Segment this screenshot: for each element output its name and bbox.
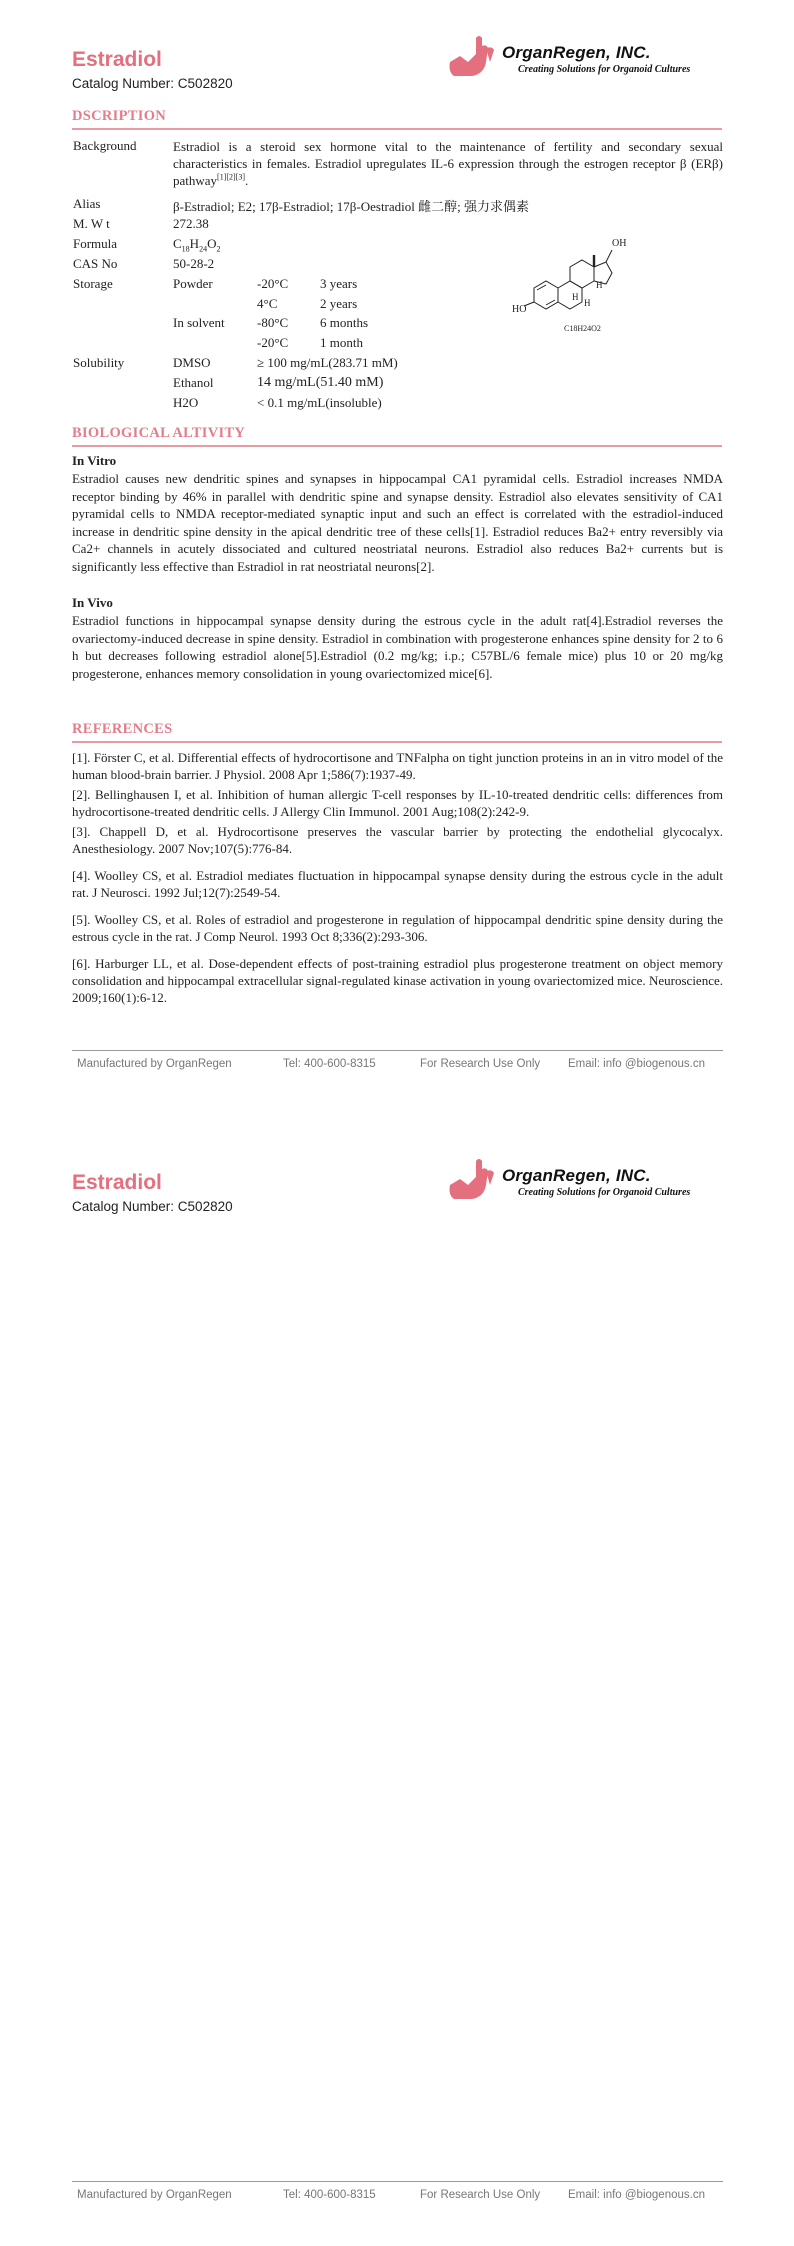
storage-time: 2 years bbox=[320, 296, 358, 311]
footer-rule bbox=[72, 1050, 723, 1051]
storage-time: 1 month bbox=[320, 335, 363, 350]
h-label: H bbox=[572, 292, 579, 302]
page-2 bbox=[0, 1123, 794, 2246]
storage-temp: 4°C bbox=[257, 296, 278, 311]
footer-tel: Tel: 400-600-8315 bbox=[283, 2189, 376, 2201]
description-rule bbox=[72, 128, 722, 130]
reference-item: [3]. Chappell D, et al. Hydrocortisone preserves the vascular barrier by protecting the endothelial glycocalyx. Anesthesiology. 2007 Nov;107(5):776-84. bbox=[72, 824, 723, 856]
product-title: Estradiol bbox=[72, 48, 162, 71]
brand-name: OrganRegen, INC. bbox=[502, 43, 651, 62]
catalog-number: Catalog Number: C502820 bbox=[72, 1199, 233, 1214]
footer-tel: Tel: 400-600-8315 bbox=[283, 1058, 376, 1070]
mw-label: M. W t bbox=[73, 216, 110, 231]
ho-label: HO bbox=[512, 304, 527, 315]
mw-value: 272.38 bbox=[173, 216, 209, 231]
in-vitro-title: In Vitro bbox=[72, 453, 117, 468]
footer-manufacturer: Manufactured by OrganRegen bbox=[77, 2189, 232, 2201]
logo-icon bbox=[446, 32, 502, 82]
formula-value: $C_{18}H_{24}O_2$ bbox=[173, 236, 221, 254]
description-heading: DSCRIPTION bbox=[72, 108, 167, 124]
estradiol-structure-image bbox=[512, 226, 682, 336]
company-logo bbox=[446, 1155, 736, 1207]
in-vivo-title: In Vivo bbox=[72, 595, 113, 610]
product-title: Estradiol bbox=[72, 1171, 162, 1194]
solubility-value: < 0.1 mg/mL(insoluble) bbox=[257, 395, 382, 410]
footer-research: For Research Use Only bbox=[420, 2189, 541, 2201]
cas-label: CAS No bbox=[73, 256, 118, 271]
storage-form: In solvent bbox=[173, 315, 225, 330]
background-label: Background bbox=[73, 138, 137, 153]
solubility-value: ≥ 100 mg/mL(283.71 mM) bbox=[257, 355, 398, 370]
solubility-label: Solubility bbox=[73, 355, 125, 370]
formula-label: Formula bbox=[73, 236, 118, 251]
alias-value: β-Estradiol; E2; 17β-Estradiol; 17β-Oestradiol 雌二醇; 强力求偶素 bbox=[173, 199, 529, 214]
footer-email: Email: info @biogenous.cn bbox=[568, 2189, 705, 2201]
storage-form: Powder bbox=[173, 276, 213, 291]
biological-rule bbox=[72, 445, 722, 447]
storage-time: 3 years bbox=[320, 276, 358, 291]
reference-item: [6]. Harburger LL, et al. Dose-dependent effects of post-training estradiol plus progesterone treatment on object memory consolidation and hippocampal extracellular signal-regulated kinase activation in young ovariectomized mice. Neuroscience. 2009;160(1):6-12. bbox=[72, 956, 723, 1005]
catalog-number: Catalog Number: C502820 bbox=[72, 76, 233, 91]
chemical-structure bbox=[512, 226, 682, 341]
cas-value: 50-28-2 bbox=[173, 256, 215, 271]
company-logo bbox=[446, 32, 736, 84]
storage-label: Storage bbox=[73, 276, 113, 291]
alias-label: Alias bbox=[73, 196, 101, 211]
storage-temp: -80°C bbox=[257, 315, 289, 330]
solvent-name: DMSO bbox=[173, 355, 211, 370]
brand-tagline: Creating Solutions for Organoid Cultures bbox=[518, 1187, 691, 1198]
brand-name: OrganRegen, INC. bbox=[502, 1166, 651, 1185]
in-vitro-text: Estradiol causes new dendritic spines and synapses in hippocampal CA1 pyramidal cells. Estradiol increases NMDA receptor binding by 46% in parallel with dendritic spine and synapse density. Estradiol also elevates sensitivity of CA1 pyramidal cells to NMDA receptor-mediated synaptic input and such an effect is correlated with the estradiol-induced increase in dendritic spine density in the apical dendritic tree of these cells[1]. Estradiol reduces Ba2+ entry reversibly via Ca2+ channels in acutely dissociated and cultured neostriatal neurons. Estradiol also reduces Ba2+ currents but is significantly less effective than Estradiol in rat neostriatal neurons[2]. bbox=[72, 471, 723, 574]
in-vivo-text: Estradiol functions in hippocampal synapse density during the estrous cycle in the adult rat[4].Estradiol reverses the ovariectomy-induced decrease in spine density. Estradiol in combination with progesterone enhances spine density for 2 to 6 h but decreases following estradiol alone[5].Estradiol (0.2 mg/kg; i.p.; C57BL/6 female mice) plus 10 or 20 mg/kg progesterone, enhances memory consolidation in young ovariectomized mice[6]. bbox=[72, 613, 723, 681]
footer-email: Email: info @biogenous.cn bbox=[568, 1058, 705, 1070]
biological-heading: BIOLOGICAL ALTIVITY bbox=[72, 425, 246, 441]
footer-manufacturer: Manufactured by OrganRegen bbox=[77, 1058, 232, 1070]
footer-research: For Research Use Only bbox=[420, 1058, 541, 1070]
logo-icon bbox=[446, 1155, 502, 1205]
reference-item: [4]. Woolley CS, et al. Estradiol mediates fluctuation in hippocampal synapse density during the estrous cycle in the adult rat. J Neurosci. 1992 Jul;12(7):2549-54. bbox=[72, 868, 723, 900]
storage-temp: -20°C bbox=[257, 335, 289, 350]
solvent-name: Ethanol bbox=[173, 375, 214, 390]
storage-time: 6 months bbox=[320, 315, 369, 330]
footer-rule bbox=[72, 2181, 723, 2182]
reference-item: [1]. Förster C, et al. Differential effects of hydrocortisone and TNFalpha on tight junction proteins in an in vitro model of the human blood-brain barrier. J Physiol. 2008 Apr 1;586(7):1937-49. bbox=[72, 750, 723, 782]
h-label: H bbox=[596, 280, 603, 290]
storage-temp: -20°C bbox=[257, 276, 289, 291]
brand-tagline: Creating Solutions for Organoid Cultures bbox=[518, 64, 691, 75]
background-text: Estradiol is a steroid sex hormone vital to the maintenance of fertility and secondary sexual characteristics in females. Estradiol upregulates IL-6 expression through the estrogen receptor β (ERβ) pathway[1][2][3]. bbox=[173, 139, 723, 188]
h-label: H bbox=[584, 298, 591, 308]
references-rule bbox=[72, 741, 722, 743]
oh-label: OH bbox=[612, 238, 627, 249]
references-heading: REFERENCES bbox=[72, 721, 173, 737]
structure-formula: C18H24O2 bbox=[564, 324, 601, 333]
reference-item: [5]. Woolley CS, et al. Roles of estradiol and progesterone in regulation of hippocampal dendritic spine density during the estrous cycle in the rat. J Comp Neurol. 1993 Oct 8;336(2):293-306. bbox=[72, 912, 723, 944]
solvent-name: H2O bbox=[173, 395, 199, 410]
solubility-value: 14 mg/mL(51.40 mM) bbox=[257, 375, 384, 390]
reference-item: [2]. Bellinghausen I, et al. Inhibition of human allergic T-cell responses by IL-10-treated dendritic cells: differences from hydrocortisone-treated dendritic cells. J Allergy Clin Immunol. 2001 Aug;108(2):242-9. bbox=[72, 787, 723, 819]
